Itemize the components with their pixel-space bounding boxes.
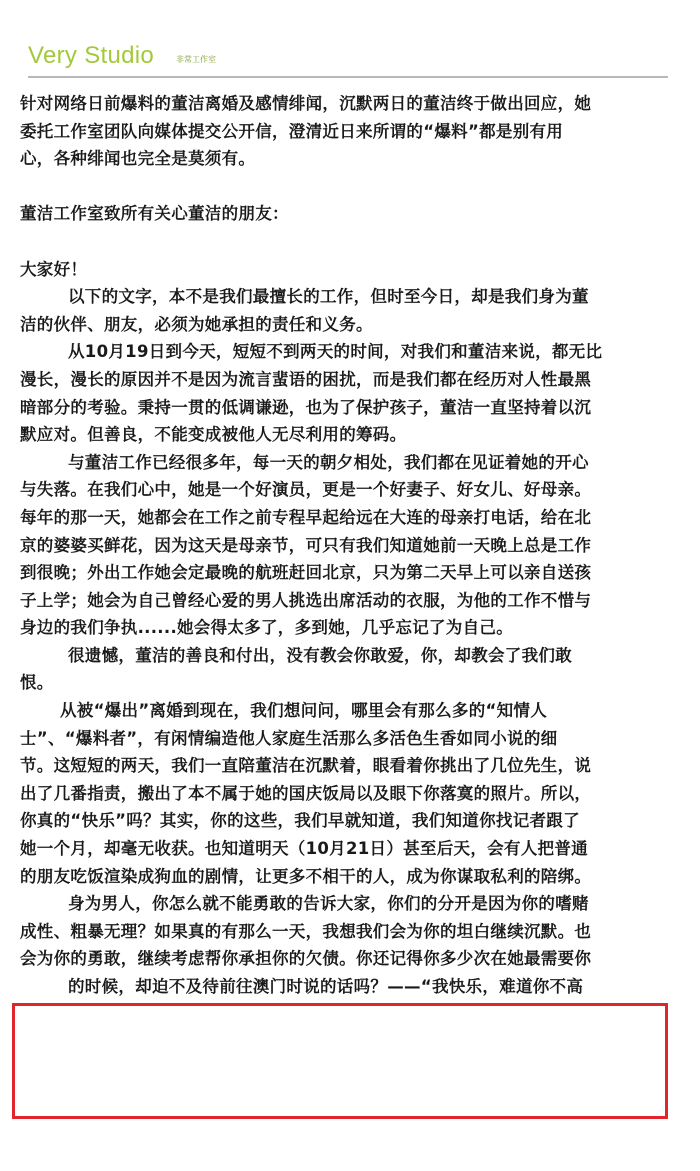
text-line: 你真的“快乐”吗？其实，你的这些，我们早就知道，我们知道你找记者跟了 [20, 811, 580, 831]
text-line: 暗部分的考验。秉持一贯的低调谦逊，也为了保护孩子，董洁一直坚持着以沉 [20, 397, 592, 417]
text-line: 士”、“爆料者”，有闲情编造他人家庭生活那么多活色生香如同小说的细 [20, 728, 558, 748]
text-line: 的时候，却迫不及待前往澳门时说的话吗？——“我快乐，难道你不高 [68, 977, 584, 996]
salutation: 董洁工作室致所有关心董洁的朋友： [20, 204, 289, 224]
text-line: 会为你的勇敢，继续考虑帮你承担你的欠债。你还记得你多少次在她最需要你 [20, 949, 592, 969]
text-line: 从10月19日到今天，短短不到两天的时间，对我们和董洁来说，都无比 [68, 342, 603, 362]
brand-logo: Very Studio [28, 42, 155, 69]
paragraph-2 [20, 283, 660, 338]
text-line: 与失落。在我们心中，她是一个好演员，更是一个好妻子、好女儿、好母亲。 [20, 480, 592, 500]
text-line: 针对网络日前爆料的董洁离婚及感情绯闻，沉默两日的董洁终于做出回应，她 [20, 94, 592, 113]
text-line: 子上学；她会为自己曾经心爱的男人挑选出席活动的衣服，为他的工作不惜与 [20, 590, 592, 610]
text-line: 洁的伙伴、朋友，必须为她承担的责任和义务。 [20, 314, 373, 334]
text-line: 恨。 [20, 673, 54, 693]
text-line: 很遗憾，董洁的善良和付出，没有教会你敢爱，你，却教会了我们敢 [68, 645, 572, 665]
highlight-box [12, 1003, 668, 1119]
header-divider [28, 76, 668, 78]
text-line: 默应对。但善良，不能变成被他人无尽利用的筹码。 [20, 425, 407, 445]
text-line: 到很晚；外出工作她会定最晚的航班赶回北京，只为第二天早上可以亲自送孩 [20, 563, 592, 583]
greeting: 大家好！ [20, 259, 88, 279]
paragraph-7 [20, 890, 660, 1000]
text-line: 身边的我们争执......她会得太多了，多到她，几乎忘记了为自己。 [20, 618, 514, 638]
intro-paragraph [20, 90, 660, 173]
text-line: 的朋友吃饭渲染成狗血的剧情，让更多不相干的人，成为你谋取私利的陪绑。 [20, 866, 592, 886]
letter-body [20, 90, 660, 1001]
text-line: 以下的文字，本不是我们最擅长的工作，但时至今日，却是我们身为董 [68, 287, 589, 307]
text-line: 身为男人，你怎么就不能勇敢的告诉大家，你们的分开是因为你的嗜赌 [68, 894, 589, 914]
text-line: 她一个月，却毫无收获。也知道明天（10月21日）甚至后天，会有人把普通 [20, 839, 588, 859]
text-line: 成性、粗暴无理？如果真的有那么一天，我想我们会为你的坦白继续沉默。也 [20, 921, 592, 941]
paragraph-5 [20, 642, 660, 697]
text-line: 出了几番指责，搬出了本不属于她的国庆饭局以及眼下你落寞的照片。所以， [20, 783, 592, 803]
paragraph-6 [20, 697, 660, 890]
paragraph-4 [20, 449, 660, 642]
paragraph-3 [20, 338, 660, 448]
text-line: 心，各种绯闻也完全是莫须有。 [20, 149, 256, 169]
text-line: 委托工作室团队向媒体提交公开信，澄清近日来所谓的“爆料”都是别有用 [20, 121, 564, 141]
text-line: 京的婆婆买鲜花，因为这天是母亲节，可只有我们知道她前一天晚上总是工作 [20, 535, 592, 555]
text-line: 每年的那一天，她都会在工作之前专程早起给远在大连的母亲打电话，给在北 [20, 507, 592, 527]
brand-subtitle: 非常工作室 [176, 55, 216, 64]
text-line: 节。这短短的两天，我们一直陪董洁在沉默着，眼看着你挑出了几位先生，说 [20, 756, 592, 776]
text-line: 从被“爆出”离婚到现在，我们想问问，哪里会有那么多的“知情人 [60, 701, 548, 721]
text-line: 与董洁工作已经很多年，每一天的朝夕相处，我们都在见证着她的开心 [68, 452, 589, 472]
page-header [28, 40, 668, 80]
text-line: 漫长，漫长的原因并不是因为流言蜚语的困扰，而是我们都在经历对人性最黑 [20, 369, 592, 389]
